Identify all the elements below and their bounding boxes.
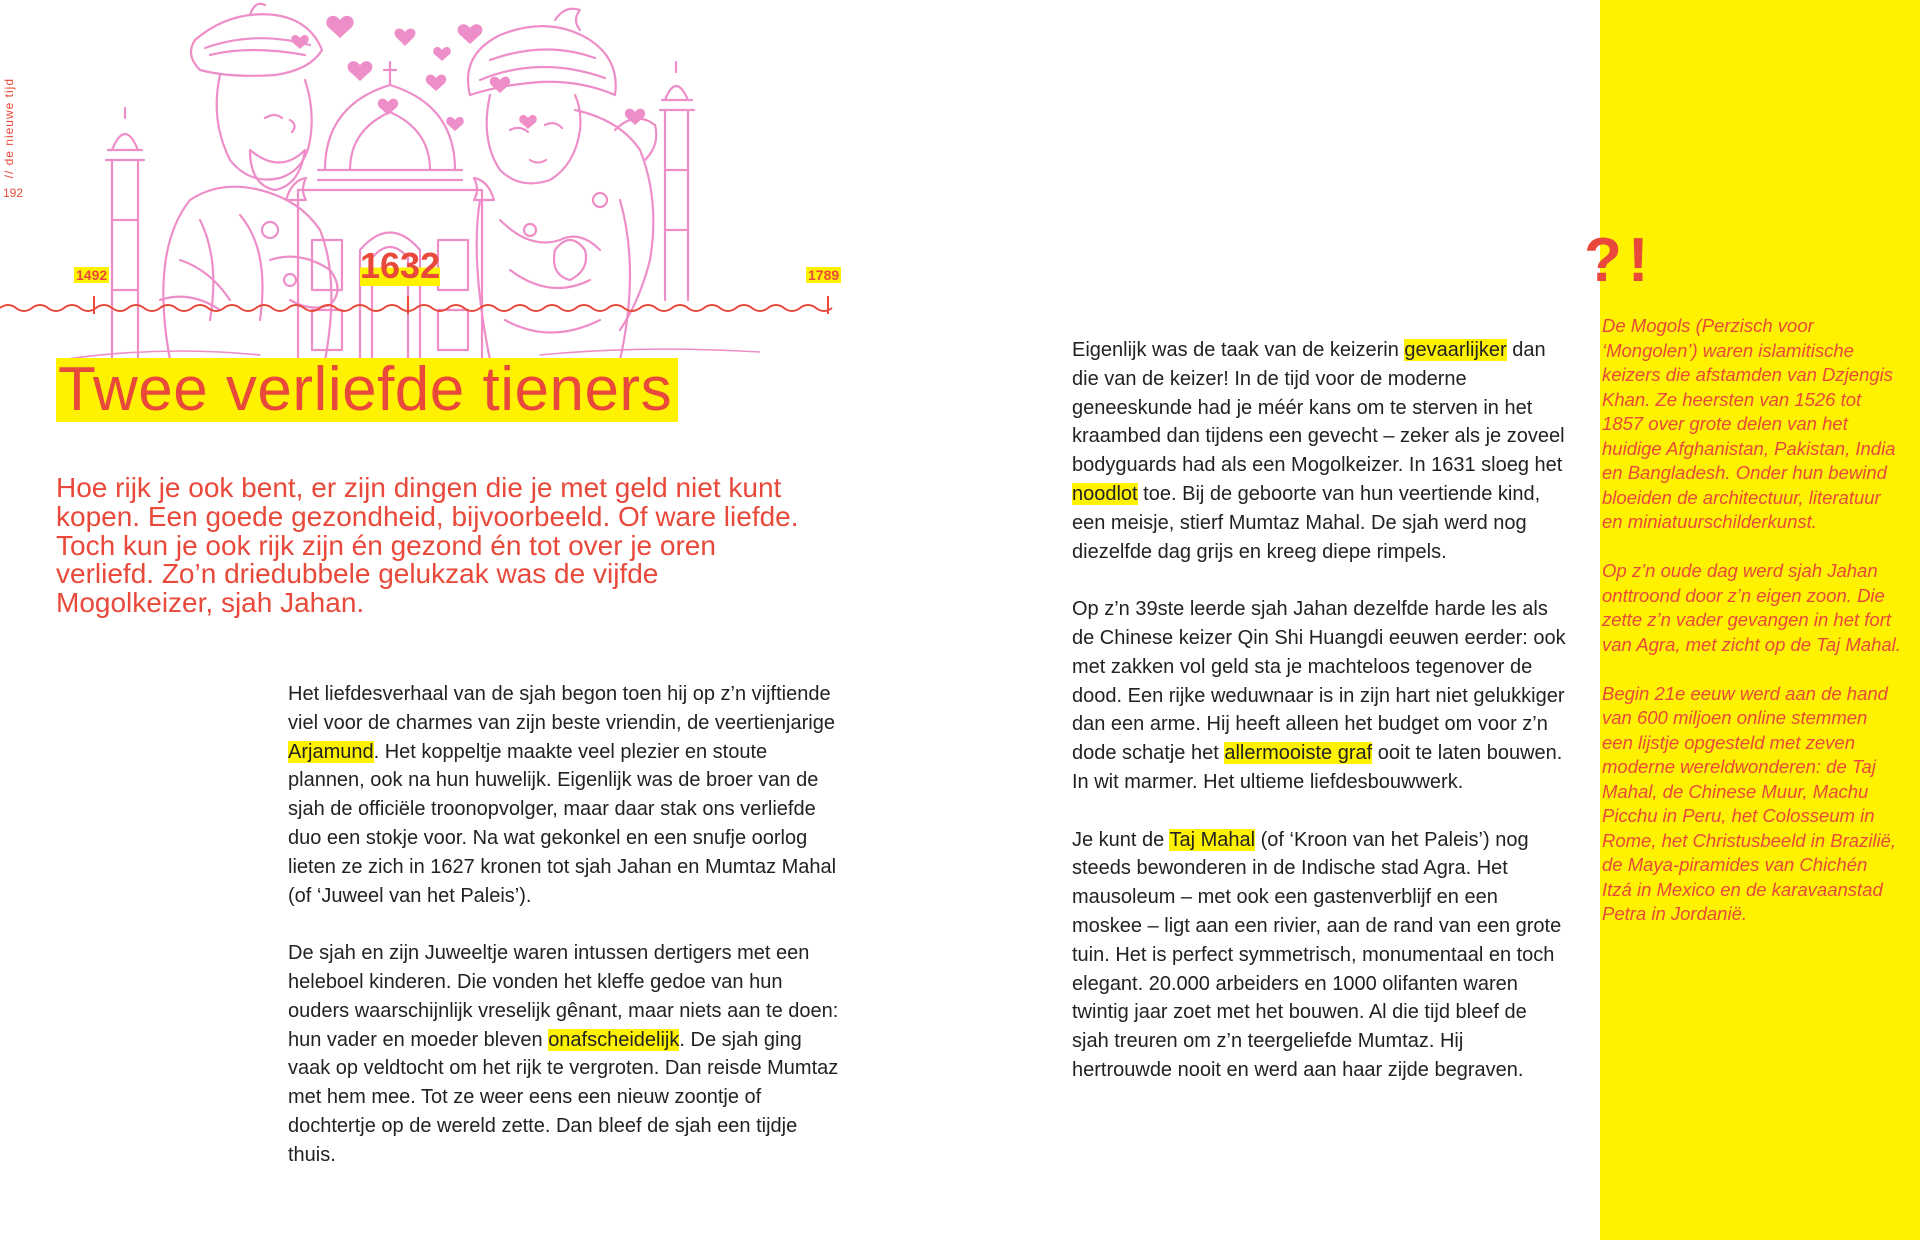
sidebar-note-mogols: De Mogols (Perzisch voor ‘Mongolen’) waren islamitische keizers die afstamden van Dzjengis Khan. Ze heersten van 1526 tot 1857 over grote delen van het huidige Afghanistan, Pakistan, India en Bangladesh. Onder hun bewind bloeiden de architectuur, literatuur en miniatuurschilderkunst.	[1602, 315, 1896, 532]
highlight-allermooiste-graf: allermooiste graf	[1224, 742, 1373, 765]
page-number-left: 192	[3, 186, 24, 200]
highlight-onafscheidelijk: onafscheidelijk	[548, 1028, 680, 1051]
paragraph-1: Het liefdesverhaal van de sjah begon toen hij op z’n vijftiende viel voor de charmes van zijn beste vriendin, de veertienjarige Arjamund. Het koppeltje maakte veel plezier en stoute plannen, ook na hun huwelijk. Eigenlijk was de broer van de sjah de officiële troonopvolger, maar daar stak ons verliefde duo een stokje voor. Na wat gekonkel en een snufje oorlog lieten ze zich in 1627 kronen tot sjah Jahan en Mumtaz Mahal (of ‘Juweel van het Paleis’).	[288, 683, 837, 907]
timeline-end-year: 1789	[808, 267, 840, 283]
minaret-right	[660, 62, 694, 300]
question-exclamation-icon: ?!	[1584, 226, 1655, 295]
article-title: Twee verliefde tieners	[56, 358, 678, 422]
sidebar-note-wonders: Begin 21e eeuw werd aan de hand van 600 miljoen online stemmen een lijstje opgesteld met zeven moderne wereldwonderen: de Taj Mahal, de Chinese Muur, Machu Picchu in Peru, het Colosseum in Rome, het Christusbeeld in Brazilië, de Maya-piramides van Chichén Itzá in Mexico en de karavaanstad Petra in Jordanië.	[1602, 682, 1897, 924]
paragraph-4: Op z’n 39ste leerde sjah Jahan dezelfde harde les als de Chinese keizer Qin Shi Huangdi eeuwen eerder: ook met zakken vol geld sta je machteloos tegenover de dood. Een rijke weduwnaar is in zijn hart niet gelukkiger dan een arme. Hij heeft alleen het budget om voor z’n dode schatje het allermooiste graf ooit te laten bouwen. In wit marmer. Het ultieme liefdesbouwwerk.	[1072, 598, 1566, 793]
body-column-left	[288, 680, 848, 1198]
highlight-taj-mahal: Taj Mahal	[1169, 828, 1256, 851]
running-head-left: // de nieuwe tijd	[2, 78, 16, 179]
paragraph-2: De sjah en zijn Juweeltje waren intussen dertigers met een heleboel kinderen. Die vonden het kleffe gedoe van hun ouders waarschijnlijk vreselijk gênant, maar niets aan te doen: hun vader en moeder bleven onafscheidelijk. De sjah ging vaak op veldtocht om het rijk te vergroten. Dan reisde Mumtaz met hem mee. Tot ze weer eens een nieuw zoontje of dochtertje op de wereld zette. Dan bleef de sjah een tijdje thuis.	[288, 942, 839, 1166]
timeline-wave	[0, 296, 840, 320]
sidebar-note-dethroned: Op z’n oude dag werd sjah Jahan onttroond door z’n eigen zoon. Die zette z’n vader gevangen in het fort van Agra, met zicht op de Taj Mahal.	[1602, 560, 1901, 655]
timeline-current-year: 1632	[360, 245, 441, 286]
minaret-left	[106, 108, 144, 360]
sidebar-notes	[1602, 314, 1902, 951]
highlight-gevaarlijker: gevaarlijker	[1404, 339, 1507, 361]
article-intro: Hoe rijk je ook bent, er zijn dingen die je met geld niet kunt kopen. Een goede gezondheid, bijvoorbeeld. Of ware liefde. Toch kun je ook rijk zijn én gezond én tot over je oren verliefd. Zo’n driedubbele gelukzak was de vijfde Mogolkeizer, sjah Jahan.	[56, 472, 799, 619]
highlight-arjamund: Arjamund	[288, 740, 374, 763]
timeline-start-year: 1492	[76, 267, 108, 283]
paragraph-3: Eigenlijk was de taak van de keizerin gevaarlijker dan die van de keizer! In de tijd voor de moderne geneeskunde had je méér kans om te sterven in het kraambed dan tijdens een gevecht – zeker als je zoveel bodyguards had als een Mogolkeizer. In 1631 sloeg het noodlot toe. Bij de geboorte van hun veertiende kind, een meisje, stierf Mumtaz Mahal. De sjah werd nog diezelfde dag grijs en kreeg diepe rimpels.	[1072, 339, 1565, 563]
body-column-right	[1072, 336, 1567, 1114]
highlight-noodlot: noodlot	[1072, 482, 1138, 505]
paragraph-5: Je kunt de Taj Mahal (of ‘Kroon van het Paleis’) nog steeds bewonderen in de Indische stad Agra. Het mausoleum – met ook een gastenverblijf en een moskee – ligt aan een rivier, aan de rand van een grote tuin. Het is perfect symmetrisch, monumentaal en toch elegant. 20.000 arbeiders en 1000 olifanten waren twintig jaar zoet met het bouwen. Al die tijd bleef de sjah treuren om z’n teergeliefde Mumtaz. Hij hertrouwde nooit en werd aan haar zijde begraven.	[1072, 828, 1562, 1081]
